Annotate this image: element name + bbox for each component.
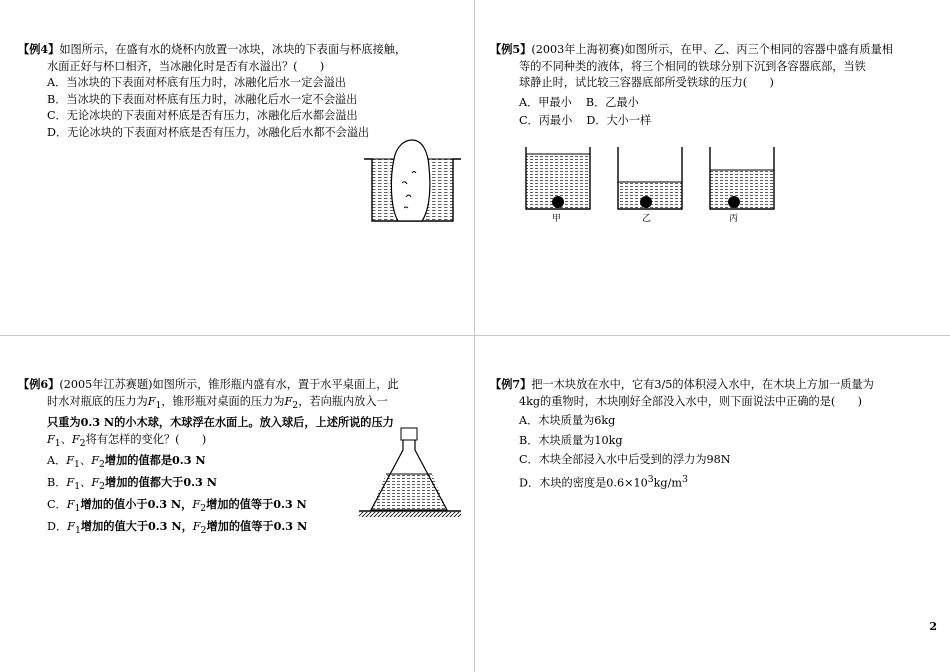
q4-stem-line-1: 如图所示，在盛有水的烧杯内放置一冰块，冰块的下表面与杯底接触， — [59, 43, 407, 56]
q5-stem-line-3: 球静止时，试比较三容器底部所受铁球的压力( ) — [519, 76, 774, 89]
q7-option-b: B．木块质量为10kg — [519, 433, 623, 447]
q6-option-a: A．$F_1$、$F_2$增加的值都是0.3 N — [47, 453, 206, 471]
container-label-bing: 丙 — [729, 214, 739, 224]
q6-tag: 【例6】 — [18, 377, 60, 391]
q4-option-a: A．当冰块的下表面对杯底有压力时，冰融化后水一定会溢出 — [47, 76, 346, 89]
q6-stem-line-4: $F_1$、$F_2$将有怎样的变化？( ) — [47, 432, 207, 449]
q4-tag: 【例4】 — [18, 42, 60, 56]
q7-option-c: C．木块全部浸入水中后受到的浮力为98N — [519, 453, 731, 466]
container-label-jia: 甲 — [552, 214, 562, 224]
q7-stem-line-2: 4kg的重物时，木块刚好全部没入水中，则下面说法中正确的是( ) — [519, 394, 863, 408]
q7-stem-line-1: 把一木块放在水中，它有3/5的体积浸入水中，在木块上方加一质量为 — [531, 378, 874, 391]
q7-option-a: A．木块质量为6kg — [519, 414, 616, 427]
q6-option-d: D．$F_1$增加的值大于0.3 N，$F_2$增加的值等于0.3 N — [47, 518, 308, 536]
q5-stem-line-1: (2003年上海初赛)如图所示，在甲、乙、丙三个相同的容器中盛有质量相 — [531, 43, 893, 56]
q5-option-c: C．丙最小 — [519, 114, 573, 127]
q5-option-d: D．大小一样 — [586, 114, 652, 127]
q5-option-b: B．乙最小 — [585, 95, 639, 109]
conical-flask-figure — [357, 426, 467, 522]
q4-option-b: B．当冰块的下表面对杯底有压力时，冰融化后水一定不会溢出 — [47, 92, 358, 106]
beaker-with-ice-figure — [360, 137, 465, 227]
q5-stem-line-2: 等的不同种类的液体，将三个相同的铁球分别下沉到各容器底部，当铁 — [519, 59, 866, 73]
q6-stem-line-2: 时水对瓶底的压力为$F_1$，锥形瓶对桌面的压力为$F_2$，若向瓶内放入一 — [47, 394, 388, 411]
q5-tag: 【例5】 — [490, 42, 532, 56]
container-label-yi: 乙 — [642, 214, 652, 224]
horizontal-divider — [0, 335, 950, 336]
question-7 — [490, 376, 940, 492]
vertical-divider — [474, 0, 475, 672]
q6-option-c: C．$F_1$增加的值小于0.3 N，$F_2$增加的值等于0.3 N — [47, 496, 307, 515]
q4-stem-line-2: 水面正好与杯口相齐，当冰融化时是否有水溢出？( ) — [47, 59, 325, 73]
q4-option-d: D．无论冰块的下表面对杯底是否有压力，冰融化后水都不会溢出 — [47, 125, 370, 139]
q4-option-c: C．无论冰块的下表面对杯底是否有压力，冰融化后水都会溢出 — [47, 109, 358, 122]
q5-option-a: A．甲最小 — [519, 95, 572, 109]
q6-stem-line-3: 只重为0.3 N的小木球，木球浮在水面上。放入球后，上述所说的压力 — [47, 415, 394, 430]
q6-option-b: B．$F_1$、$F_2$增加的值都大于0.3 N — [47, 475, 217, 493]
three-containers-figure — [520, 143, 780, 233]
q6-stem-line-1: (2005年江苏赛题)如图所示，锥形瓶内盛有水，置于水平桌面上，此 — [59, 378, 399, 391]
q7-option-d: D．木块的密度是$0.6\times 10^3kg/m^3$ — [519, 473, 688, 490]
page-number: 2 — [929, 620, 937, 633]
question-5 — [490, 41, 940, 130]
question-4 — [18, 41, 468, 141]
q7-tag: 【例7】 — [490, 377, 532, 391]
